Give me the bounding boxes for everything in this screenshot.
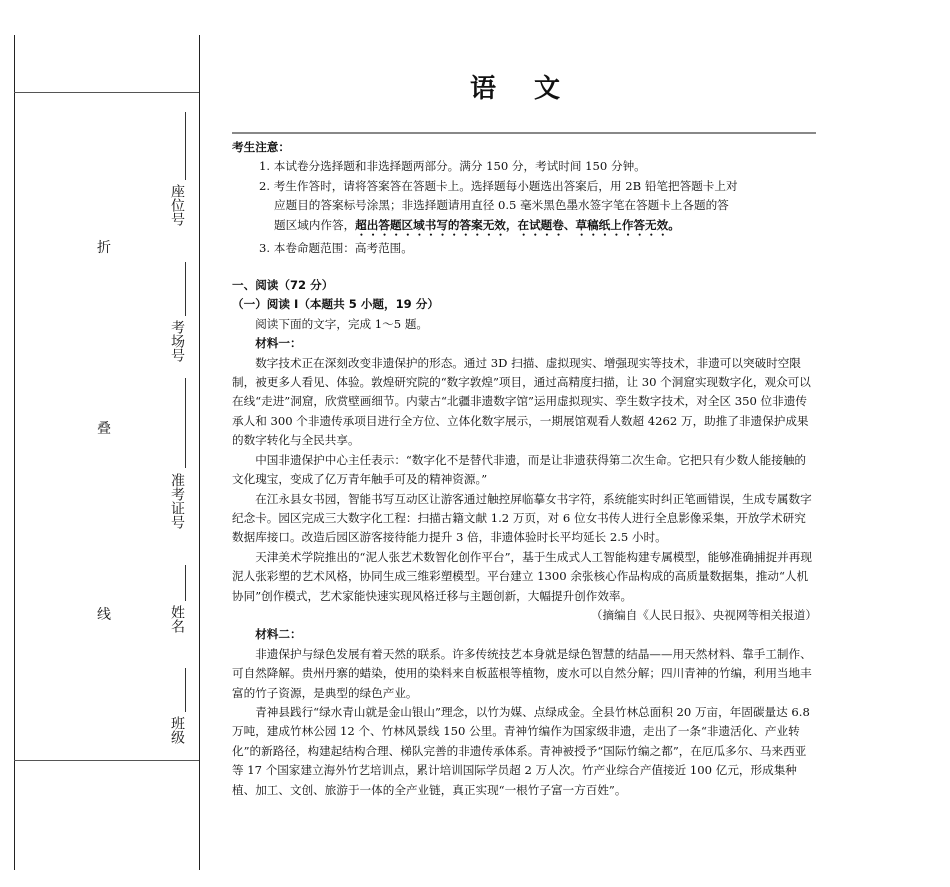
fold-char-3: 线 bbox=[97, 607, 111, 623]
name-label: 姓名 bbox=[169, 605, 185, 633]
notice-item-2-line-1: 2. 考生作答时，请将答案答在答题卡上。选择题每小题选出答案后，用 2B 铅笔把答题卡上对 bbox=[259, 178, 738, 193]
material2-para-1: 非遗保护与绿色发展有着天然的联系。许多传统技艺本身就是绿色智慧的结晶——用天然材料、靠手工制作、可自然降解。贵州丹寨的蜡染，使用的染料来自板蓝根等植物，废水可以自然分解；四川青神的竹编，利用当地丰富的竹子资源，是典型的绿色产业。 bbox=[232, 646, 812, 700]
fold-char-1: 折 bbox=[97, 240, 111, 256]
notice-item-2-emphasis: 超出答题区域书写的答案无效，在试题卷、草稿纸上作答无效。 bbox=[355, 217, 680, 232]
page-title: 语文 bbox=[470, 74, 599, 104]
notice-item-1: 1. 本试卷分选择题和非选择题两部分。满分 150 分，考试时间 150 分钟。 bbox=[259, 159, 646, 174]
class-field[interactable] bbox=[163, 668, 199, 748]
material1-para-4: 天津美术学院推出的“泥人张艺术数智化创作平台”，基于生成式人工智能构建专属模型，能够准确捕捉并再现泥人张彩塑的艺术风格，协同生成三维彩塑模型。平台建立 1300 余张核心作品构成的高质量数据集，推动“人机协同”创作模式，艺术家能快速实现风格迁移与主题创新，大幅提升创作效率。 bbox=[232, 549, 812, 603]
margin-outer-line bbox=[14, 35, 15, 870]
notice-heading: 考生注意： bbox=[232, 140, 290, 154]
instruction: 阅读下面的文字，完成 1～5 题。 bbox=[255, 316, 429, 331]
section-heading: 一、阅读（72 分） bbox=[232, 278, 334, 293]
margin-bottom-divider bbox=[14, 760, 199, 761]
fold-char-2: 叠 bbox=[97, 421, 111, 437]
material1-para-2: 中国非遗保护中心主任表示：“数字化不是替代非遗，而是让非遗获得第二次生命。它把只有少数人能接触的文化瑰宝，变成了亿万青年触手可及的精神资源。” bbox=[232, 452, 807, 487]
material2-label: 材料二： bbox=[255, 627, 302, 642]
name-field[interactable] bbox=[163, 565, 199, 660]
notice-item-2-line-2: 应题目的答案标号涂黑；非选择题请用直径 0.5 毫米黑色墨水签字笔在答题卡上各题的答 bbox=[274, 198, 729, 213]
seat-number-field[interactable] bbox=[163, 112, 199, 250]
exam-room-underline bbox=[185, 262, 186, 316]
admission-number-underline bbox=[185, 378, 186, 468]
notice-item-3: 3. 本卷命题范围：高考范围。 bbox=[259, 240, 413, 255]
seat-number-underline bbox=[185, 112, 186, 180]
margin-top-divider bbox=[14, 92, 199, 93]
class-label: 班级 bbox=[169, 716, 185, 744]
margin-inner-line bbox=[199, 35, 200, 870]
notice-item-2-plain: 题区域内作答， bbox=[274, 217, 356, 232]
class-underline bbox=[185, 668, 186, 712]
notice-item-2-line-3 bbox=[232, 216, 817, 239]
material2-para-2: 青神县践行“绿水青山就是金山银山”理念，以竹为媒、点绿成金。全县竹林总面积 20 万亩，年固碳量达 6.8 万吨，建成竹林公园 12 个、竹林风景线 150 公里。青神竹编作为国家级非遗，走出了一条“非遗活化、产业转化”的新路径，构建起结构合理、梯队完善的非遗传承体系。青神被授予“国际竹编之都”，在厄瓜多尔、马来西亚等 17 个国家建立海外竹艺培训点，累计培训国际学员超 2 万人次。竹产业综合产值接近 100 亿元，形成集种植、加工、文创、旅游于一体的全产业链，真正实现“一根竹子富一方百姓”。 bbox=[232, 704, 810, 797]
material1-para-3: 在江永县女书园，智能书写互动区让游客通过触控屏临摹女书字符，系统能实时纠正笔画错误，生成专属数字纪念卡。园区完成三大数字化工程：扫描古籍文献 1.2 万页，对 6 位女书传人进行全息影像采集，开放学术研究数据库接口。改造后园区游客接待能力提升 3 倍，非遗体验时长平均延长 2.5 小时。 bbox=[232, 491, 812, 545]
material1-source: （摘编自《人民日报》、央视网等相关报道） bbox=[590, 607, 817, 622]
seat-number-label: 座位号 bbox=[169, 184, 185, 226]
material1-label: 材料一： bbox=[255, 336, 302, 351]
name-underline bbox=[185, 565, 186, 601]
title-rule bbox=[232, 132, 816, 134]
exam-room-field[interactable] bbox=[163, 262, 199, 372]
subsection-heading: （一）阅读 Ⅰ（本题共 5 小题，19 分） bbox=[232, 297, 439, 312]
admission-number-label: 准考证号 bbox=[169, 473, 185, 529]
material1-para-1: 数字技术正在深刻改变非遗保护的形态。通过 3D 扫描、虚拟现实、增强现实等技术，非遗可以突破时空限制，被更多人看见、体验。敦煌研究院的“数字敦煌”项目，通过高精度扫描，让 30 个洞窟实现数字化，观众可以在线“走进”洞窟，欣赏壁画细节。内蒙古“北疆非遗数字馆”运用虚拟现实、孪生数字技术，对全区 350 位非遗传承人和 300 个非遗传承项目进行全方位、立体化数字展示，一期展馆观看人数超 4262 万，助推了非遗保护成果的数字转化与全民共享。 bbox=[232, 355, 811, 448]
exam-room-label: 考场号 bbox=[169, 320, 185, 362]
exam-content bbox=[232, 138, 817, 800]
admission-number-field[interactable] bbox=[163, 378, 199, 554]
